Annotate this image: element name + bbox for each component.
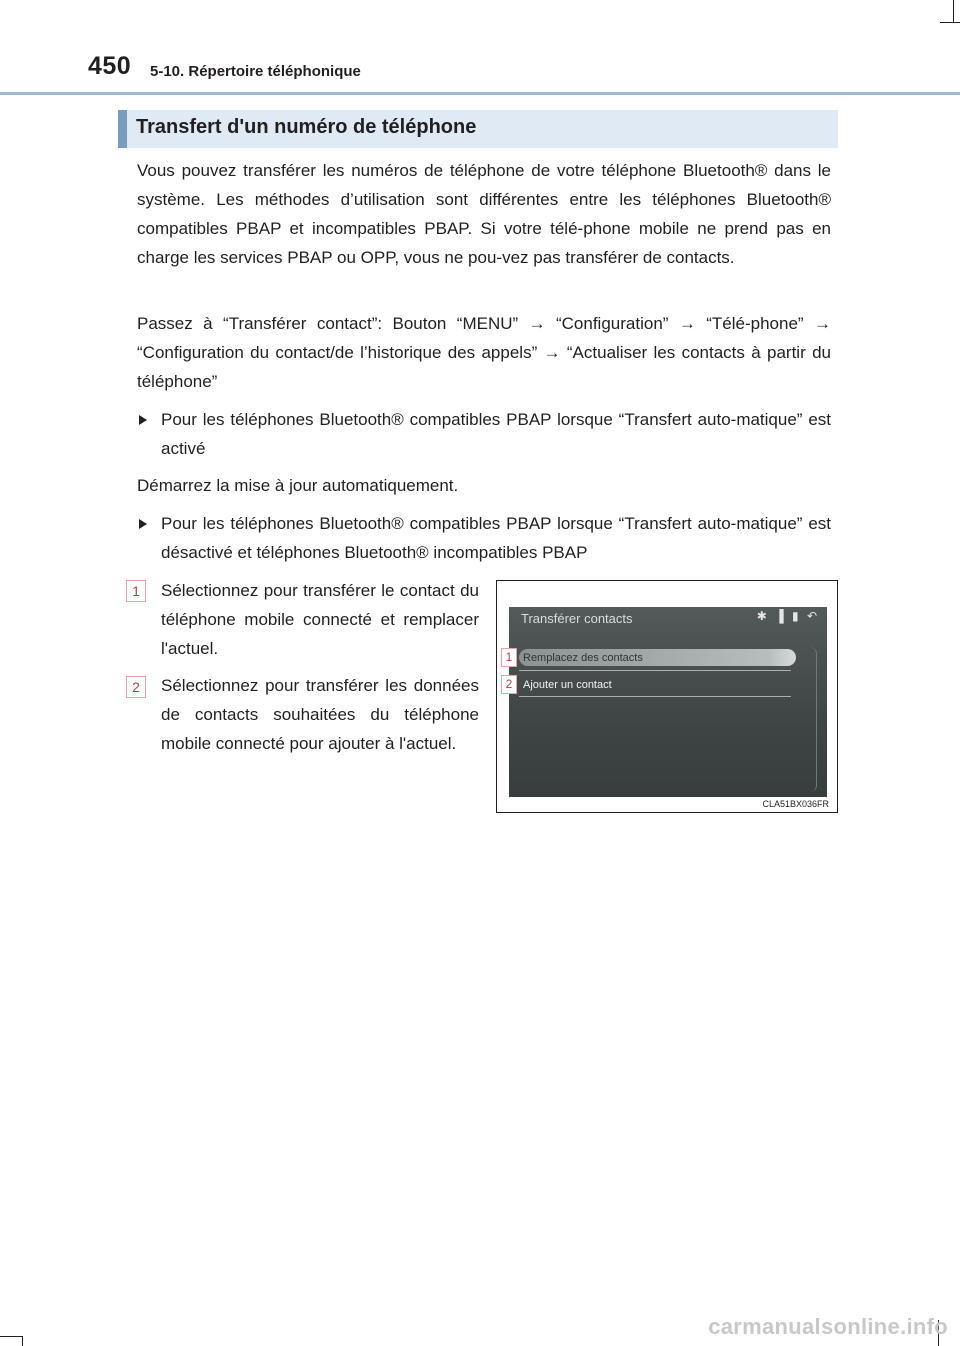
back-arrow-icon[interactable]: ↶ bbox=[806, 609, 817, 623]
step-number-2: 2 bbox=[126, 676, 146, 698]
crop-mark bbox=[953, 0, 954, 22]
intro-paragraph: Vous pouvez transférer les numéros de téléphone de votre téléphone Bluetooth® dans le système. Les méthodes d’utilisation sont différentes entre les téléphones Bluetooth® compatibles PBAP et incompatibles PBAP. Si votre télé-phone mobile ne prend pas en charge les services PBAP ou OPP, vous ne pou-vez pas transférer de contacts. bbox=[137, 161, 831, 267]
signal-icon: ▐ bbox=[775, 609, 784, 623]
menu-path-paragraph: Passez à “Transférer contact”: Bouton “MENU” → “Configuration” → “Télé-phone” → “Configuration du contact/de l’historique des appels” → “Actualiser les contacts à partir du téléphone” bbox=[137, 314, 831, 391]
scroll-indicator bbox=[810, 647, 817, 792]
chapter-title: 5-10. Répertoire téléphonique bbox=[150, 63, 361, 80]
add-contact-button[interactable]: Ajouter un contact bbox=[523, 679, 612, 691]
step-1-text: Sélectionnez pour transférer le contact du téléphone mobile connecté et remplacer l'actuel. bbox=[161, 581, 479, 658]
crop-mark bbox=[22, 1336, 23, 1346]
transfer-contacts-screen bbox=[509, 607, 827, 797]
item-divider bbox=[519, 670, 791, 671]
bullet-text: Pour les téléphones Bluetooth® compatibles PBAP lorsque “Transfert auto-matique” est désactivé et téléphones Bluetooth® incompatibles PBAP bbox=[161, 514, 831, 562]
header-rule bbox=[0, 92, 960, 95]
bullet-triangle-icon bbox=[139, 519, 147, 529]
figure-code: CLA51BX036FR bbox=[762, 799, 829, 809]
bullet-text: Pour les téléphones Bluetooth® compatibles PBAP lorsque “Transfert auto-matique” est activé bbox=[161, 410, 831, 458]
auto-update-paragraph: Démarrez la mise à jour automatiquement. bbox=[137, 476, 459, 495]
bullet-triangle-icon bbox=[139, 415, 147, 425]
battery-icon: ▮ bbox=[791, 609, 799, 623]
step-number-1: 1 bbox=[126, 580, 146, 602]
crop-mark bbox=[0, 1336, 22, 1337]
section-header bbox=[118, 110, 838, 148]
crop-mark bbox=[940, 22, 960, 23]
screen-title: Transférer contacts bbox=[521, 611, 633, 626]
step-2-text: Sélectionnez pour transférer les données de contacts souhaitées du téléphone mobile connecté pour ajouter à l'actuel. bbox=[161, 676, 479, 753]
bullet-auto-transfer-on bbox=[137, 405, 831, 463]
section-title: Transfert d'un numéro de téléphone bbox=[136, 116, 477, 138]
bullet-auto-transfer-off bbox=[137, 509, 831, 567]
item-divider bbox=[519, 696, 791, 697]
replace-contacts-button[interactable]: Remplacez des contacts bbox=[523, 652, 643, 664]
callout-1: 1 bbox=[501, 648, 517, 667]
status-bar bbox=[752, 609, 817, 623]
watermark: carmanualsonline.info bbox=[708, 1314, 948, 1339]
section-accent bbox=[118, 110, 127, 148]
screen-figure bbox=[496, 580, 838, 813]
callout-2: 2 bbox=[501, 675, 517, 694]
page-number: 450 bbox=[88, 52, 132, 80]
bluetooth-icon: ✱ bbox=[756, 609, 767, 623]
